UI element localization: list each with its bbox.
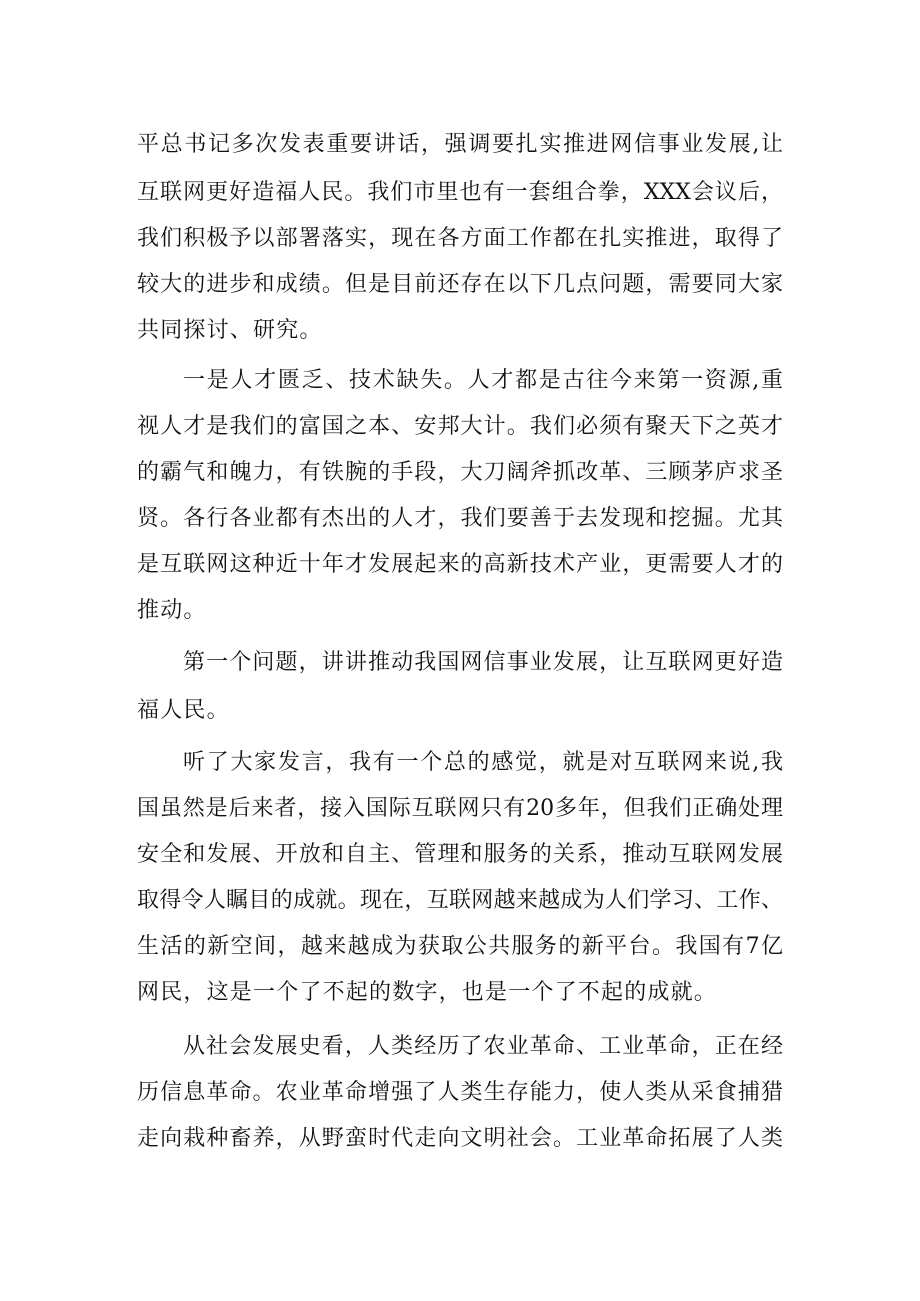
text-line: 取得令人瞩目的成就。现在，互联网越来越成为人们学习、工作、 [137,888,783,913]
paragraph-first-line: 听了大家发言，我有一个总的感觉，就是对互联网来说,我 [183,750,783,775]
text-line: 是互联网这种近十年才发展起来的高新技术产业，更需要人才的 [137,552,783,577]
text-line: 共同探讨、研究。 [137,318,323,343]
text-line: 历信息革命。农业革命增强了人类生存能力，使人类从采食捕猎 [137,1080,783,1105]
paragraph-first-line: 一是人才匮乏、技术缺失。人才都是古往今来第一资源,重 [183,368,783,393]
text-line: 贤。各行各业都有杰出的人才，我们要善于去发现和挖掘。尤其 [137,506,783,531]
paragraph-first-line: 第一个问题，讲讲推动我国网信事业发展，让互联网更好造 [183,650,783,675]
text-line: 平总书记多次发表重要讲话，强调要扎实推进网信事业发展,让 [137,132,783,157]
text-line: 福人民。 [137,698,230,723]
paragraph-first-line: 从社会发展史看，人类经历了农业革命、工业革命，正在经 [183,1034,783,1059]
text-line: 网民，这是一个了不起的数字，也是一个了不起的成就。 [137,980,718,1005]
text-line: 互联网更好造福人民。我们市里也有一套组合拳，XXX会议后， [137,180,783,205]
text-line: 推动。 [137,598,207,623]
text-line: 走向栽种畜养，从野蛮时代走向文明社会。工业革命拓展了人类 [137,1126,783,1151]
text-line: 安全和发展、开放和自主、管理和服务的关系，推动互联网发展 [137,842,783,867]
text-line: 较大的进步和成绩。但是目前还存在以下几点问题，需要同大家 [137,272,783,297]
text-line: 生活的新空间，越来越成为获取公共服务的新平台。我国有7亿 [137,934,783,959]
text-line: 国虽然是后来者，接入国际互联网只有20多年，但我们正确处理 [137,796,783,821]
text-line: 的霸气和魄力，有铁腕的手段，大刀阔斧抓改革、三顾茅庐求圣 [137,460,783,485]
text-line: 我们积极予以部署落实，现在各方面工作都在扎实推进，取得了 [137,226,783,251]
text-line: 视人才是我们的富国之本、安邦大计。我们必须有聚天下之英才 [137,414,783,439]
